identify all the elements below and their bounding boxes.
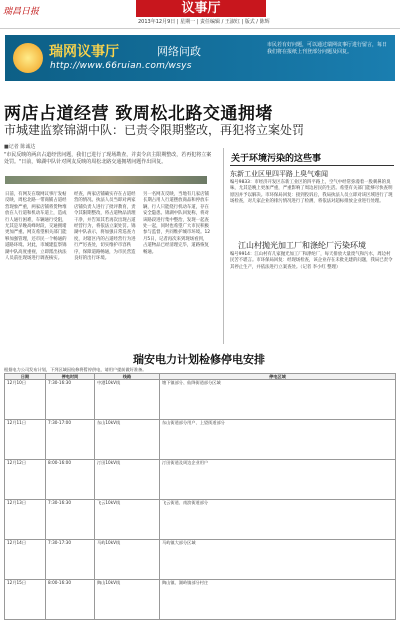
paper-logo: 瑞昌日报 (3, 7, 40, 17)
plan-title: 瑞安电力计划检修停电安排 (133, 353, 265, 366)
table-row (5, 420, 396, 460)
table-cell: 12月15日 (5, 580, 46, 620)
table-cell: 飞云10kV线 (95, 500, 160, 540)
sidebar-story1-title: 东新工业区里四平路上臭气难闻 (230, 170, 328, 178)
table-cell: 8:00-16:00 (46, 460, 95, 500)
article-subhead: 市城建监察锦湖中队：已责令限期整改，再犯将立案处罚 (4, 123, 305, 137)
section-title: 议事厅 (136, 0, 266, 17)
banner (5, 35, 395, 81)
table-cell: 中港10kV线 (95, 380, 160, 420)
article-lead: "市民反映的两店占道经营问题，我们已进行了现场勘查，并责令店主限期整改，若再犯将立案处罚。"日前，锦湖中队针对网友反映的周松北路交通拥堵问题作出回复。 (4, 152, 212, 165)
table-cell: 马屿10kV线 (95, 540, 160, 580)
sidebar-heading: 关于环境污染的这些事 (231, 154, 322, 164)
top-bar (0, 0, 400, 29)
table-row (5, 380, 396, 420)
table-cell: 7:30-17:30 (46, 540, 95, 580)
table-row (5, 540, 396, 580)
plan-note: 根据电力公司发布计划，下列区域因检修将暂停供电，请用户提前做好准备。 (4, 367, 147, 372)
table-cell: 东山10kV线 (95, 420, 160, 460)
sidebar-story2-title: 江山村抛光加工厂和涤纶厂污染环境 (238, 241, 366, 250)
table-cell: 东山街道部分用户、上望街道部分 (160, 420, 396, 460)
article-column-3: 另一名网友反映，当地有几家店铺长期占用人行道摆放商品和停放车辆，行人只能绕行机动车道，存在安全隐患。锦湖中队回复称，将对该路段进行集中整治，发现一起查处一起，同时也希望广大市民积极参与监督，共同维护城市环境。12月5日，记者再次来到现场看到，占道物品已经清理完毕，道路恢复畅通。 (143, 192, 211, 255)
table-cell: 12月13日 (5, 500, 46, 540)
sidebar-rule (230, 165, 394, 166)
table-cell: 7:30-16:30 (46, 380, 95, 420)
banner-subtitle: 网络问政 (157, 45, 201, 58)
table-cell: 12月12日 (5, 460, 46, 500)
table-cell: 陶山10kV线 (95, 580, 160, 620)
article-column-1: 日前，有网友在瑞网议事厅发帖反映，周松北路一带商铺占道经营现象严重，两家店铺将货物堆放在人行道和机动车道上，造成行人通行困难，车辆通行受阻，尤其是早晚高峰时段，交通拥堵更加严重。网友希望相关部门能够加强管理，还市民一个畅通的道路环境。对此，市城建监察锦湖中队高度重视，立即派出执法人员前往现场进行调查核实。 (5, 192, 67, 262)
table-cell: 7:30-16:30 (46, 500, 95, 540)
table-header: 停电区域 (160, 374, 396, 380)
table-cell: 飞云街道、南滨街道部分 (160, 500, 396, 540)
dateline: 2013年12月9日 | 星期一 | 责任编辑 / 王淑红 | 版式 / 陈辉 (138, 19, 270, 25)
table-cell: 12月11日 (5, 420, 46, 460)
article-photo (5, 176, 207, 184)
table-cell: 12月10日 (5, 380, 46, 420)
table-cell: 12月14日 (5, 540, 46, 580)
logo-globe-icon (13, 43, 43, 73)
outage-table (4, 373, 396, 620)
banner-title: 瑞网议事厅 (49, 44, 119, 60)
table-row (5, 500, 396, 540)
banner-url[interactable]: http://www.66ruian.com/wsys (50, 61, 192, 71)
table-cell: 汀田街道及周边企业用户 (160, 460, 396, 500)
article-byline: ■记者 陈诚达 (4, 144, 36, 150)
table-header: 线路 (95, 374, 160, 380)
table-header: 停电时间 (46, 374, 95, 380)
table-cell: 8:00-16:30 (46, 580, 95, 620)
table-header: 日期 (5, 374, 46, 380)
table-cell: 马屿镇大部分区域 (160, 540, 396, 580)
article-headline: 两店占道经营 致周松北路交通拥堵 (4, 104, 273, 124)
sidebar-story1-text: 编号9833：市经济开发区东新工业区的四平路上，空气中经常弥漫着一股刺鼻的臭味，尤其是晚上更加严重，严重影响了周边居民的生活。希望有关部门能够尽快查明原因并予以解决。市环保局回复：接到投诉后，我局执法人员立即对该区域进行了现场检查，对几家企业的排污情况进行了检测，将依法对超标排放企业进行处理。 (230, 180, 393, 205)
table-cell: 陶山镇、湖岭镇部分村庄 (160, 580, 396, 620)
sidebar-story2-text: 编号9914：江山村有几家抛光加工厂和涤纶厂，每天排放大量废气和污水，周边村民苦不堪言。市环保局回复：经现场检查，该企业存在未批先建的问题，我局已责令其停止生产，并依法进行立案查处。（记者 李小红 整理） (230, 252, 393, 270)
table-cell: 7:30-17:00 (46, 420, 95, 460)
banner-side-text: 市民若有好问题，可以通过瑞网议事厅进行留言，每日我们将在报纸上刊登部分问题及回复。 (267, 42, 388, 55)
table-row (5, 580, 396, 620)
article-column-2: 经查，两家店铺确实存在占道经营的情况。执法人员当即对两家店铺负责人进行了批评教育，责令其限期整改，将占道物品清理干净，并告知其若再次出现占道经营行为，将依法立案处罚。锦湖中队表示，将加强日常巡查力度，对辖区内的占道经营行为进行严厉查处，切实维护市容秩序，保障道路畅通，为市民营造良好的出行环境。 (74, 192, 136, 262)
table-cell: 塘下镇部分、仙降街道部分区域 (160, 380, 396, 420)
column-divider (223, 148, 224, 344)
table-cell: 汀田10kV线 (95, 460, 160, 500)
table-row (5, 460, 396, 500)
